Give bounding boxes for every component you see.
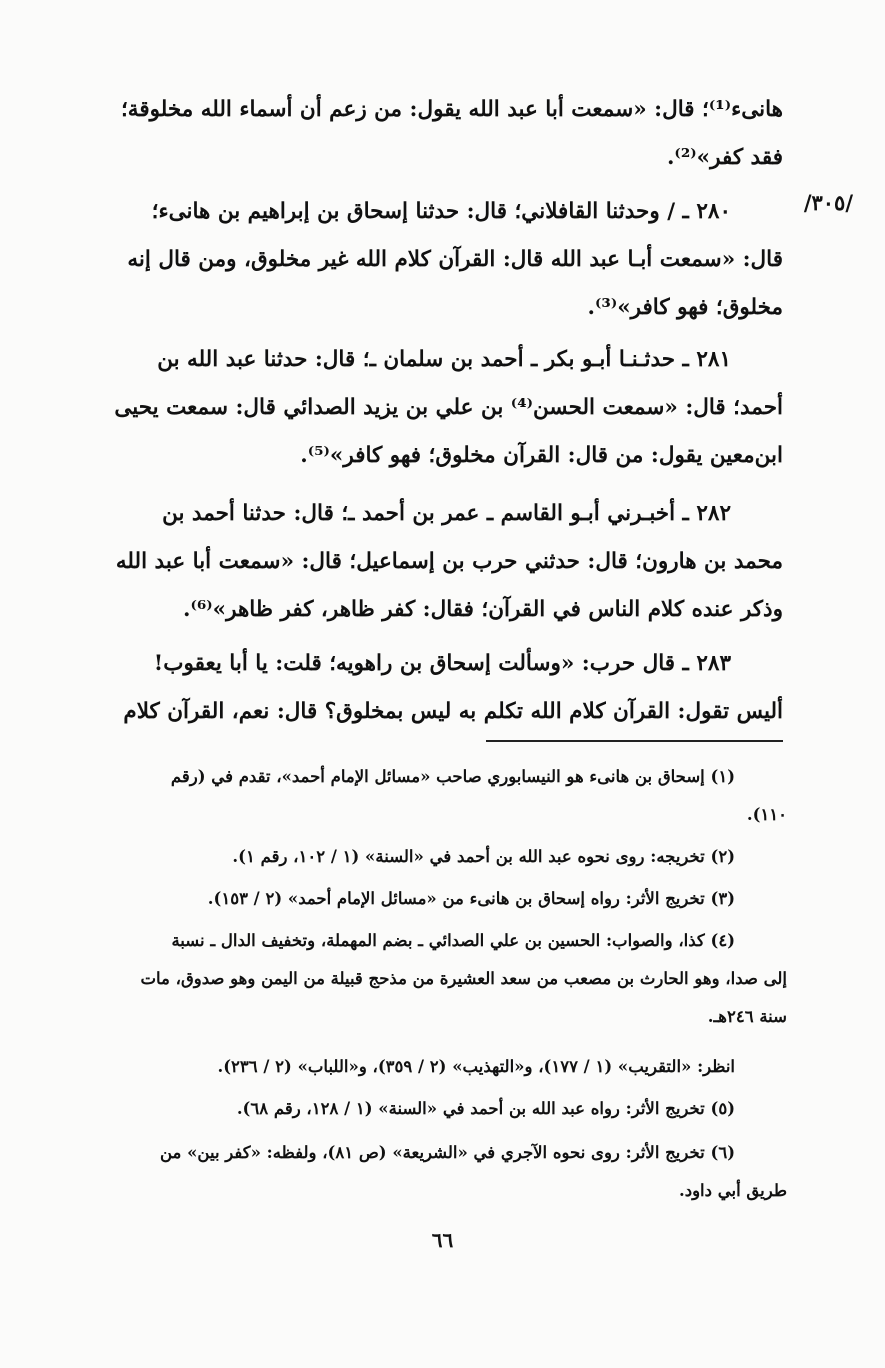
footnote-line: (٢) تخريجه: روى نحوه عبد الله بن أحمد في «السنة» (١ / ١٠٢، رقم ١). bbox=[232, 847, 735, 866]
footnote-2 bbox=[52, 838, 787, 876]
text-line: أحمد؛ قال: «سمعت الحسن⁽⁴⁾ بن علي بن يزيد الصدائي قال: سمعت يحيى bbox=[114, 395, 783, 420]
footnote-3 bbox=[52, 880, 787, 918]
text-line: محمد بن هارون؛ قال: حدثني حرب بن إسماعيل؛ قال: «سمعت أبا عبد الله bbox=[115, 549, 783, 574]
footnote-line: (١) إسحاق بن هانىء هو النيسابوري صاحب «مسائل الإمام أحمد»، تقدم في (رقم bbox=[170, 767, 735, 786]
text-line: هانىء⁽¹⁾؛ قال: «سمعت أبا عبد الله يقول: من زعم أن أسماء الله مخلوقة؛ bbox=[120, 97, 783, 122]
text-line: ٢٨٣ ـ قال حرب: «وسألت إسحاق بن راهويه؛ قلت: يا أبا يعقوب! bbox=[153, 651, 731, 676]
footnote-line: انظر: «التقريب» (١ / ١٧٧)، و«التهذيب» (٢ / ٣٥٩)، و«اللباب» (٢ / ٢٣٦). bbox=[217, 1057, 735, 1076]
footnote-6 bbox=[52, 1134, 787, 1210]
text-line: مخلوق؛ فهو كافر»⁽³⁾. bbox=[587, 295, 783, 320]
footnote-1 bbox=[52, 758, 787, 834]
text-line: وذكر عنده كلام الناس في القرآن؛ فقال: كفر ظاهر، كفر ظاهر»⁽⁶⁾. bbox=[182, 597, 783, 622]
text-line: أليس تقول: القرآن كلام الله تكلم به ليس بمخلوق؟ قال: نعم، القرآن كلام bbox=[123, 699, 783, 724]
paragraph-continuation bbox=[52, 86, 783, 182]
paragraph-280 bbox=[52, 188, 783, 332]
paragraph-281 bbox=[52, 336, 783, 480]
text-line: ٢٨٢ ـ أخبـرني أبـو القاسم ـ عمر بن أحمد ـ؛ قال: حدثنا أحمد بن bbox=[162, 501, 731, 526]
footnote-4-refs bbox=[52, 1048, 787, 1086]
text-line: ابن‌معين يقول: من قال: القرآن مخلوق؛ فهو كافر»⁽⁵⁾. bbox=[300, 443, 783, 468]
footnote-5 bbox=[52, 1090, 787, 1128]
footnote-line: سنة ٢٤٦هـ. bbox=[707, 1007, 787, 1026]
footnote-line: ١١٠). bbox=[746, 805, 787, 824]
margin-page-reference: /٣٠٥/ bbox=[803, 190, 853, 215]
text-line: ٢٨١ ـ حدثـنـا أبـو بكر ـ أحمد بن سلمان ـ؛ قال: حدثنا عبد الله بن bbox=[157, 347, 731, 372]
footnote-line: طريق أبي داود. bbox=[679, 1181, 787, 1200]
footnote-line: (٣) تخريج الأثر: رواه إسحاق بن هانىء من «مسائل الإمام أحمد» (٢ / ١٥٣). bbox=[207, 889, 735, 908]
footnote-line: (٤) كذا، والصواب: الحسين بن علي الصدائي ـ بضم المهملة، وتخفيف الدال ـ نسبة bbox=[171, 931, 735, 950]
text-line: قال: «سمعت أبـا عبد الله قال: القرآن كلام الله غير مخلوق، ومن قال إنه bbox=[127, 247, 783, 272]
page-number: ٦٦ bbox=[431, 1228, 454, 1252]
footnote-line: إلى صدا، وهو الحارث بن مصعب من سعد العشيرة من مذحج قبيلة من اليمن وهو صدوق، مات bbox=[140, 969, 787, 988]
footnote-line: (٥) تخريج الأثر: رواه عبد الله بن أحمد في «السنة» (١ / ١٢٨، رقم ٦٨). bbox=[236, 1099, 735, 1118]
footnote-4 bbox=[52, 922, 787, 1036]
footnote-line: (٦) تخريج الأثر: روى نحوه الآجري في «الشريعة» (ص ٨١)، ولفظه: «كفر بين» من bbox=[159, 1143, 735, 1162]
paragraph-282 bbox=[52, 490, 783, 634]
footnote-separator bbox=[486, 740, 783, 742]
paragraph-283 bbox=[52, 640, 783, 736]
text-line: فقد كفر»⁽²⁾. bbox=[666, 145, 783, 170]
text-line: ٢٨٠ ـ / وحدثنا القافلاني؛ قال: حدثنا إسحاق بن إبراهيم بن هانىء؛ bbox=[151, 199, 731, 224]
